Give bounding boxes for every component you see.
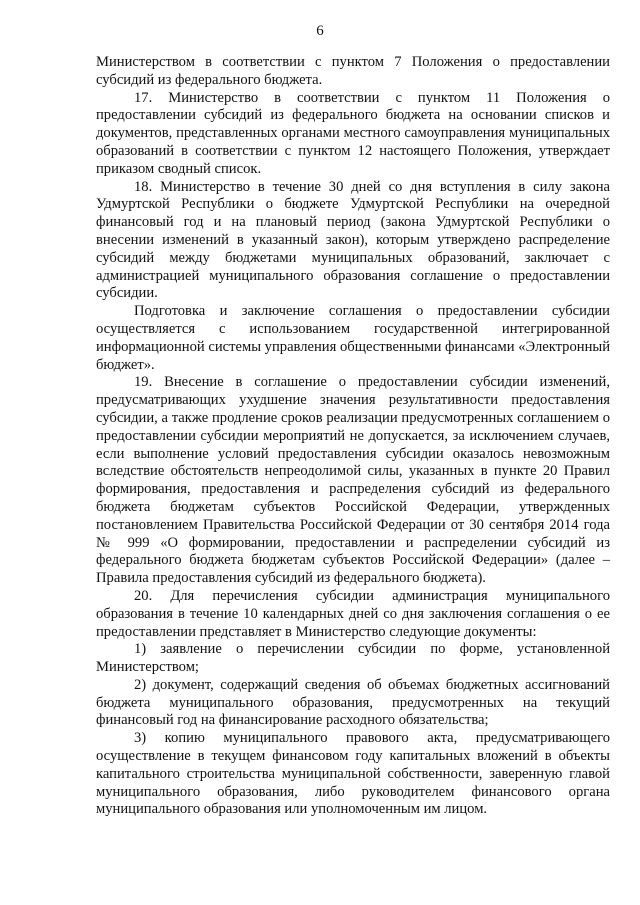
list-item-3: 3) копию муниципального правового акта, предусматривающего осуществление в текущем финансовом году капитальных вложений в объекты капитального строительства муниципальной собственности, заверенную главой муниципального образования, либо руководителем финансового органа муниципального образования или уполномоченным им лицом. (96, 730, 610, 818)
page-number: 6 (316, 23, 324, 39)
list-item-2: 2) документ, содержащий сведения об объемах бюджетных ассигнований бюджета муниципального образования, предусмотренных на текущий финансовый год на финансирование расходного обязательства; (96, 676, 610, 729)
paragraph-item-18: 18. Министерство в течение 30 дней со дня вступления в силу закона Удмуртской Республики о бюджете Удмуртской Республики на очередной финансовый год и на плановый период (закона Удмуртской Республики о внесении изменений в указанный закон), которым утверждено распределение субсидий между бюджетами муниципальных образований, заключает с администрацией муниципального образования соглашение о предоставлении субсидии. (96, 178, 610, 302)
list-item-1: 1) заявление о перечислении субсидии по форме, установленной Министерством; (96, 641, 610, 676)
paragraph-item-17: 17. Министерство в соответствии с пунктом 11 Положения о предоставлении субсидий из федерального бюджета на основании списков и документов, представленных органами местного самоуправления муниципальных образований в соответствии с пунктом 12 настоящего Положения, утверждает приказом сводный список. (96, 89, 610, 177)
paragraph-electronic-budget: Подготовка и заключение соглашения о предоставлении субсидии осуществляется с использованием государственной интегрированной информационной системы управления общественными финансами «Электронный бюджет». (96, 303, 611, 373)
document-body (96, 54, 610, 819)
paragraph-item-19: 19. Внесение в соглашение о предоставлении субсидии изменений, предусматривающих ухудшение значения результативности предоставления субсидии, а также продление сроков реализации предусмотренных соглашением о предоставлении субсидии мероприятий не допускается, за исключением случаев, если выполнение условий предоставления субсидии оказалось невозможным вследствие обстоятельств непреодолимой силы, указанных в пункте 20 Правил формирования, предоставления и распределения субсидий из федерального бюджета бюджетам субъектов Российской Федерации, утвержденных постановлением Правительства Российской Федерации от 30 сентября 2014 года № 999 «О формировании, предоставлении и распределении субсидий из федерального бюджета бюджетам субъектов Российской Федерации» (далее – Правила предоставления субсидий из федерального бюджета). (96, 374, 610, 587)
paragraph-item-20: 20. Для перечисления субсидии администрация муниципального образования в течение 10 календарных дней со дня заключения соглашения о ее предоставлении представляет в Министерство следующие документы: (96, 587, 610, 640)
paragraph-continuation: Министерством в соответствии с пунктом 7 Положения о предоставлении субсидий из федерального бюджета. (96, 54, 610, 88)
